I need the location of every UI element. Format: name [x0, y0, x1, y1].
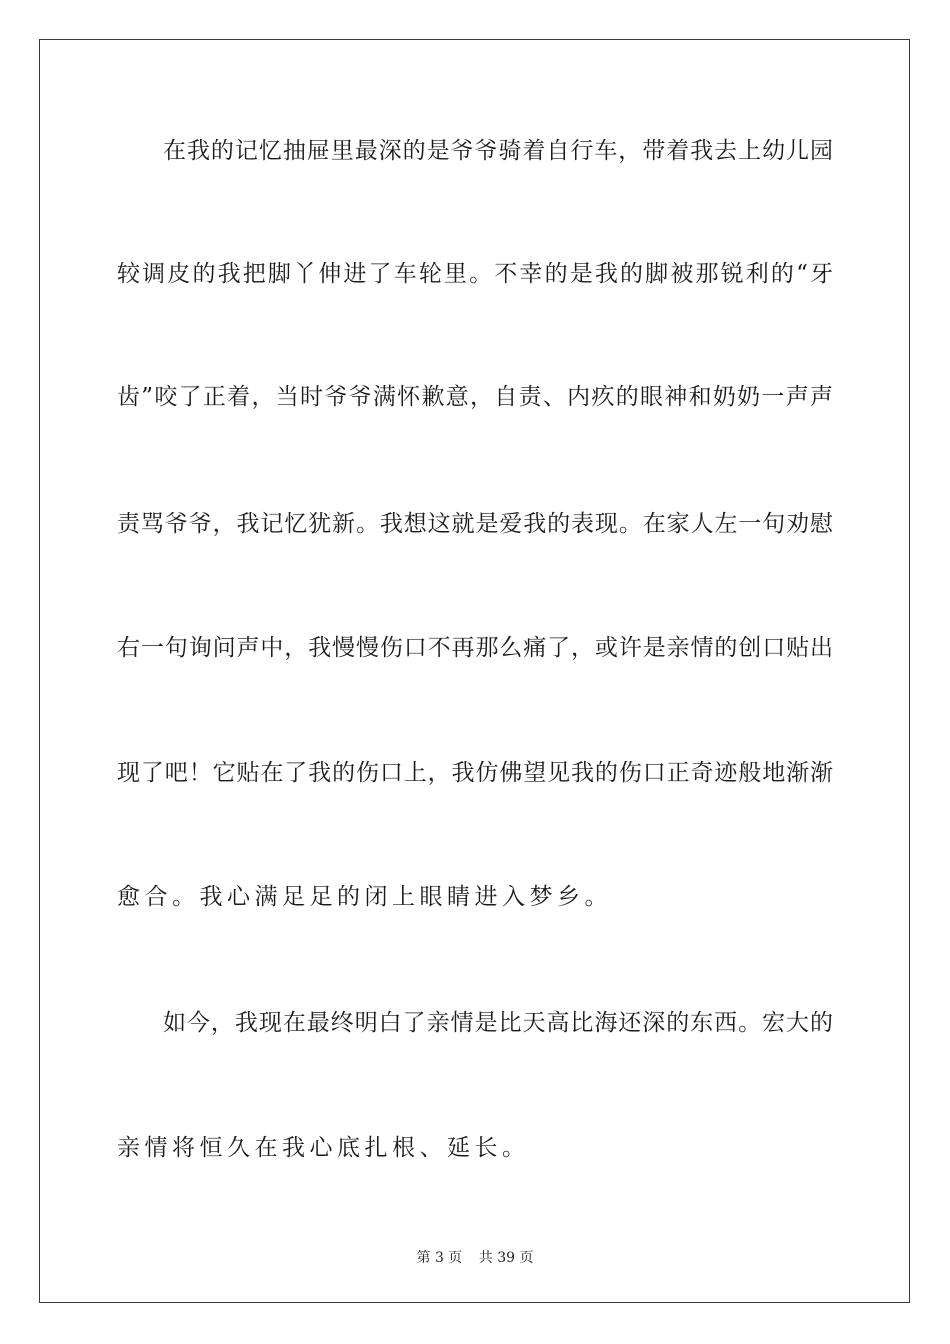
text-line-8: 如今，我现在最终明白了亲情是比天高比海还深的东西。宏大的	[163, 1010, 833, 1036]
text-line-6: 现了吧！它贴在了我的伤口上，我仿佛望见我的伤口正奇迹般地渐渐	[117, 760, 833, 786]
text-line-4: 责骂爷爷，我记忆犹新。我想这就是爱我的表现。在家人左一句劝慰	[117, 511, 833, 537]
text-line-9: 亲情将恒久在我心底扎根、延长。	[117, 1135, 530, 1161]
text-line-2: 较调皮的我把脚丫伸进了车轮里。不幸的是我的脚被那锐利的“牙	[117, 261, 833, 287]
page-total: 共 39 页	[478, 1250, 534, 1266]
page-footer	[0, 1247, 950, 1267]
text-line-7: 愈合。我心满足足的闭上眼睛进入梦乡。	[117, 884, 612, 910]
text-line-3: 齿”咬了正着，当时爷爷满怀歉意，自责、内疚的眼神和奶奶一声声	[117, 384, 833, 410]
page-border	[39, 39, 910, 1303]
text-line-5: 右一句询问声中，我慢慢伤口不再那么痛了，或许是亲情的创口贴出	[117, 635, 833, 661]
text-line-1: 在我的记忆抽屉里最深的是爷爷骑着自行车，带着我去上幼儿园	[163, 138, 833, 164]
page-number: 第 3 页	[416, 1250, 463, 1266]
